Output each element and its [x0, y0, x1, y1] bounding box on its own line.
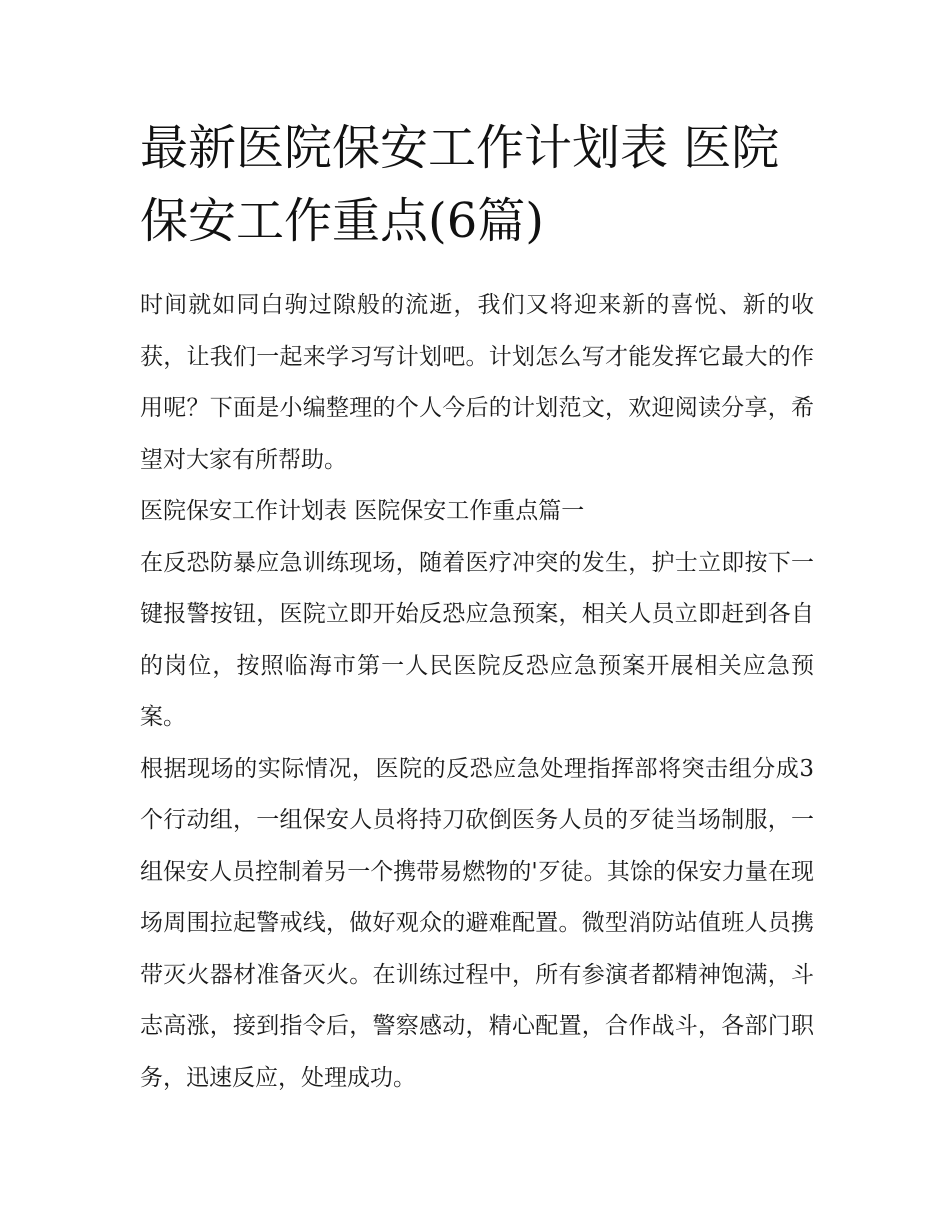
body-paragraph-1: 在反恐防暴应急训练现场，随着医疗冲突的发生，护士立即按下一键报警按钮，医院立即开始反恐应急预案，相关人员立即赶到各自的岗位，按照临海市第一人民医院反恐应急预案开展相关应急预案。: [140, 549, 814, 730]
body-paragraph-2: 根据现场的实际情况，医院的反恐应急处理指挥部将突击组分成3个行动组，一组保安人员将持刀砍倒医务人员的歹徒当场制服，一组保安人员控制着另一个携带易燃物的'歹徒。其馀的保安力量在现场周围拉起警戒线，做好观众的避难配置。微型消防站值班人员携带灭火器材准备灭火。在训练过程中，所有参演者都精神饱满，斗志高涨，接到指令后，警察感动，精心配置，合作战斗，各部门职务，迅速反应，处理成功。: [140, 755, 814, 1091]
section-heading: 医院保安工作计划表 医院保安工作重点篇一: [140, 498, 585, 524]
document-title: 最新医院保安工作计划表 医院保安工作重点(6篇): [140, 120, 780, 249]
document-content: [140, 112, 814, 1104]
intro-paragraph: 时间就如同白驹过隙般的流逝，我们又将迎来新的喜悦、新的收获，让我们一起来学习写计划吧。计划怎么写才能发挥它最大的作用呢？下面是小编整理的个人今后的计划范文，欢迎阅读分享，希望对大家有所帮助。: [140, 292, 814, 473]
